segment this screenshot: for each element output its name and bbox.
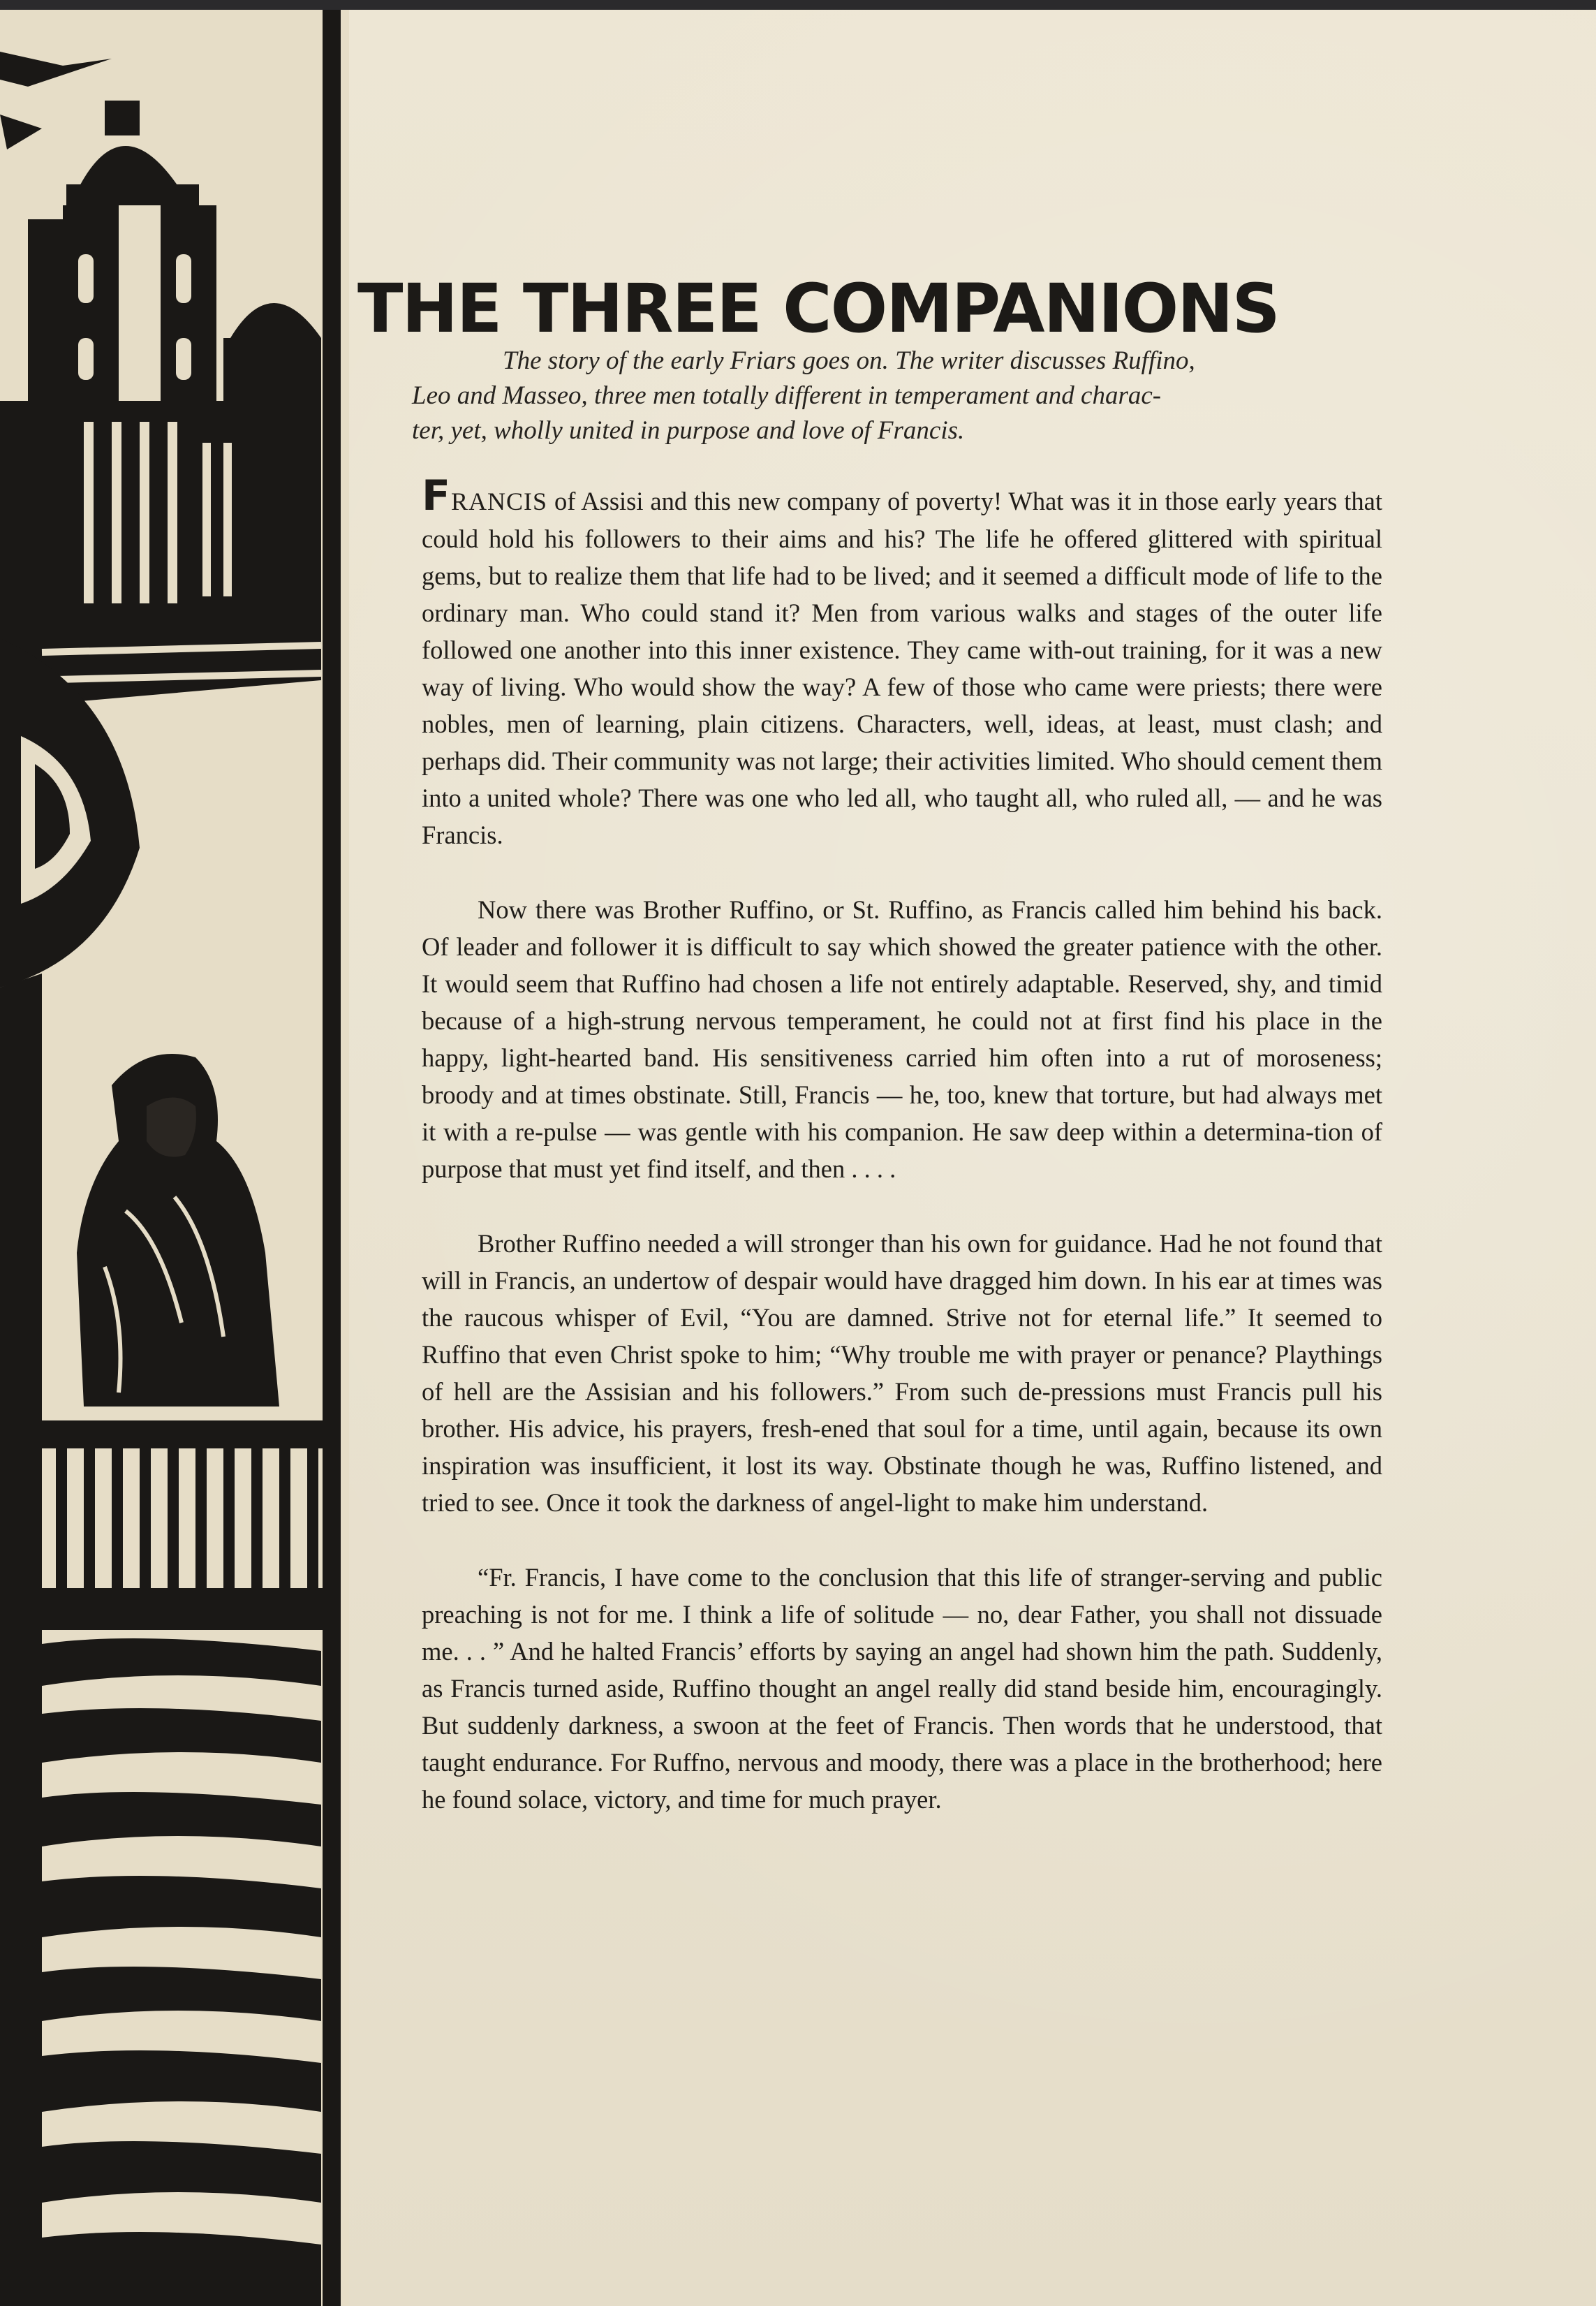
paragraph-3: Brother Ruffino needed a will stronger than his own for guidance. Had he not found that will in Francis, an undertow of despair would have dragged him down. In his ear at times was the raucous whisper of Evil, “You are damned. Strive not for eternal life.” It seemed to Ruffino that even Christ spoke to him; “Why trouble me with prayer or penance? Playthings of hell are the Assisian and his followers.” From such de-pressions must Francis pull his brother. His advice, his prayers, fresh-ened that soul for a time, until again, because its own inspiration was insufficient, it lost its way. Obstinate though he was, Ruffino listened, and tried to see. Once it took the darkness of angel-light to make him understand.: [422, 1229, 1382, 1517]
deck-line-2: Leo and Masseo, three men totally different in temperament and charac-: [412, 381, 1162, 410]
deck-line-1: The story of the early Friars goes on. The writer discusses Ruffino,: [503, 346, 1195, 375]
paragraph-2: Now there was Brother Ruffino, or St. Ruffino, as Francis called him behind his back. Of leader and follower it is difficult to say which showed the greater patience with the other. It would seem that Ruffino had chosen a life not entirely adaptable. Reserved, shy, and timid because of a high-strung nervous temperament, he could not at first find his place in the happy, light-hearted band. His sensitiveness carried him often into a rut of moroseness; broody and at times obstinate. Still, Francis — he, too, knew that torture, but had always met it with a re-pulse — was gentle with his companion. He saw deep within a determina-tion of purpose that must yet find itself, and then . . . .: [422, 895, 1382, 1183]
article-body: [422, 471, 1382, 1818]
woodcut-illustration-svg: [0, 10, 349, 2306]
paragraph-1: [422, 471, 1382, 853]
paragraph-4: “Fr. Francis, I have come to the conclusion that this life of stranger-serving and public preaching is not for me. I think a life of solitude — no, dear Father, you shall not dissuade me. . . ” And he halted Francis’ efforts by saying an angel had shown him the path. Suddenly, as Francis turned aside, Ruffino thought an angel really did stand beside him, encouragingly. But suddenly darkness, a swoon at the feet of Francis. Then words that he understood, that taught endurance. For Ruffno, nervous and moody, there was a place in the brotherhood; here he found solace, victory, and time for much prayer.: [422, 1563, 1382, 1814]
paragraph-1-text: of Assisi and this new company of poverty! What was it in those early years that could hold his followers to their aims and his? The life he offered glittered with spiritual gems, but to realize them that life had to be lived; and it seemed a difficult mode of life to the ordinary man. Who could stand it? Men from various walks and stages of the outer life followed one another into this inner existence. They came with-out training, for it was a new way of living. Who would show the way? A few of those who came were priests; there were nobles, men of learning, plain citizens. Characters, well, ideas, at least, must clash; and perhaps did. Their community was not large; their activities limited. Who should cement them into a united whole? There was one who led all, who taught all, who ruled all, — and he was Francis.: [422, 487, 1382, 849]
opening-smallcaps: RANCIS: [451, 487, 548, 515]
top-edge: [0, 0, 1596, 10]
deck-line-3: ter, yet, wholly united in purpose and love of Francis.: [412, 416, 965, 445]
woodcut-illustration: [0, 10, 349, 2306]
article-title: THE THREE COMPANIONS: [357, 270, 1279, 348]
drop-cap: F: [422, 471, 451, 520]
article-deck: [412, 344, 1403, 448]
